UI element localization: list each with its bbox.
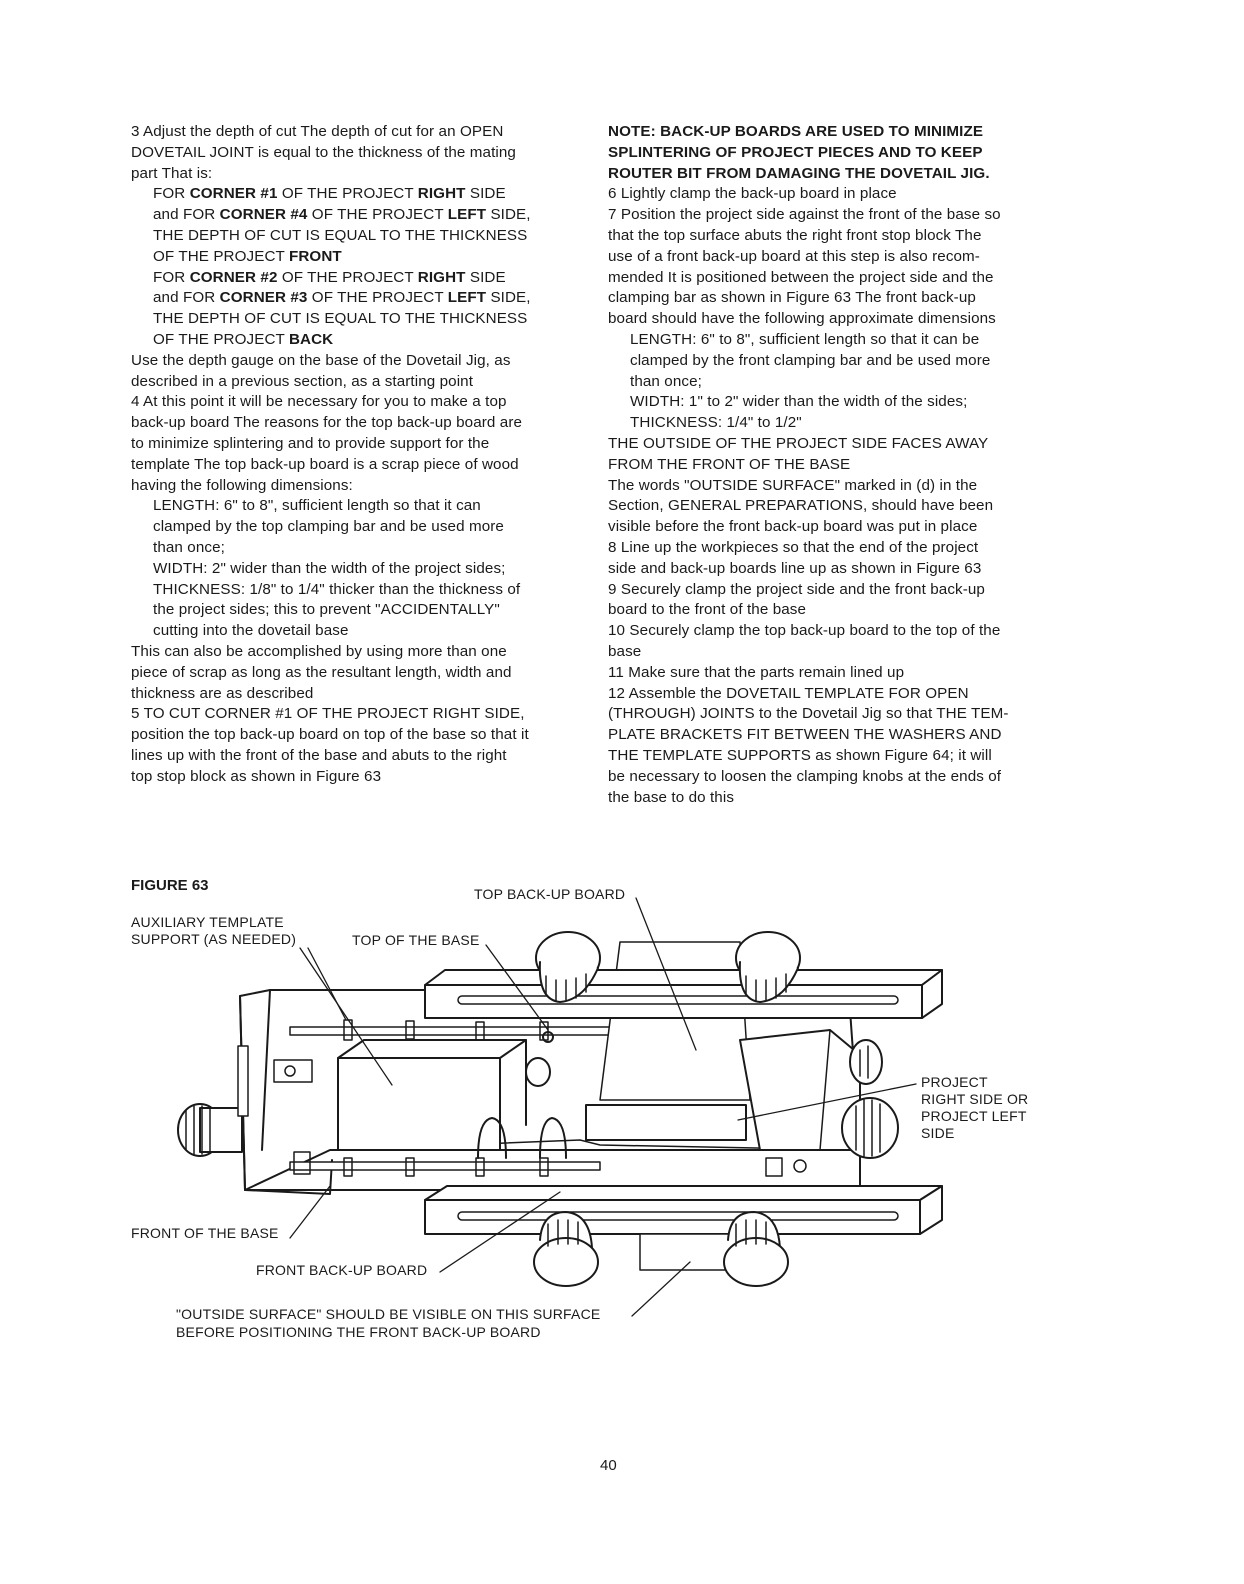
step-3-line: part That is: [131, 164, 213, 182]
step-4-line: template The top back-up board is a scrap piece of wood [131, 455, 519, 473]
step-4-line: back-up board The reasons for the top back-up board are [131, 414, 523, 432]
step-4-line: to minimize splintering and to provide support for the [131, 434, 490, 452]
length-line: LENGTH: 6" to 8", sufficient length so that it can [153, 497, 481, 515]
depth-front-line: THE DEPTH OF CUT IS EQUAL TO THE THICKNESS [153, 226, 528, 244]
step-8-line: side and back-up boards line up as shown in Figure 63 [608, 559, 982, 577]
step-12-line: be necessary to loosen the clamping knobs at the ends of [608, 767, 1002, 785]
note-line: SPLINTERING OF PROJECT PIECES AND TO KEEP [608, 143, 983, 161]
corner-1-line: FOR CORNER #1 OF THE PROJECT RIGHT SIDE [153, 185, 506, 203]
step-10-line: 10 Securely clamp the top back-up board to the top of the [608, 622, 1001, 640]
also-line: This can also be accomplished by using more than one [131, 642, 507, 660]
step-7-line: 7 Position the project side against the front of the base so [608, 206, 1001, 224]
label-top-of-base: TOP OF THE BASE [352, 932, 480, 948]
thickness-line: the project sides; this to prevent "ACCIDENTALLY" [153, 601, 500, 619]
corner-4-line: and FOR CORNER #4 OF THE PROJECT LEFT SIDE, [153, 206, 531, 224]
label-front-backup-board: FRONT BACK-UP BOARD [256, 1262, 428, 1278]
step-5-line: top stop block as shown in Figure 63 [131, 767, 382, 785]
step-6-line: 6 Lightly clamp the back-up board in place [608, 185, 897, 203]
left-end-knob [178, 1046, 248, 1156]
page-number: 40 [600, 1457, 617, 1474]
label-top-backup-board: TOP BACK-UP BOARD [474, 886, 626, 902]
also-line: piece of scrap as long as the resultant length, width and [131, 663, 512, 681]
step-3-line: DOVETAIL JOINT is equal to the thickness of the mating [131, 143, 516, 161]
length-line: than once; [153, 538, 225, 556]
stop-block [766, 1158, 782, 1176]
depth-back-line: OF THE PROJECT BACK [153, 330, 334, 348]
words-line: Section, GENERAL PREPARATIONS, should have been [608, 497, 994, 515]
label-project-side: SIDE [921, 1125, 955, 1141]
step-5-line: lines up with the front of the base and abuts to the right [131, 746, 507, 764]
front-clamping-bar-front [425, 1200, 920, 1234]
step-3-line: 3 Adjust the depth of cut The depth of cut for an OPEN [131, 123, 504, 140]
label-outside-surface: BEFORE POSITIONING THE FRONT BACK-UP BOARD [176, 1324, 541, 1340]
step-12-line: THE TEMPLATE SUPPORTS as shown Figure 64; it will [608, 746, 992, 764]
label-aux-support: SUPPORT (AS NEEDED) [131, 931, 297, 947]
corner-3-line: and FOR CORNER #3 OF THE PROJECT LEFT SIDE, [153, 289, 531, 307]
step-7-line: mended It is positioned between the project side and the [608, 268, 994, 286]
step-4-line: having the following dimensions: [131, 476, 353, 494]
length-line: clamped by the top clamping bar and be used more [153, 518, 504, 536]
top-clamping-bar [425, 970, 942, 985]
note-line: NOTE: BACK-UP BOARDS ARE USED TO MINIMIZE [608, 123, 984, 140]
step-9-line: board to the front of the base [608, 601, 807, 619]
depth-back-line: THE DEPTH OF CUT IS EQUAL TO THE THICKNESS [153, 310, 528, 328]
step-9-line: 9 Securely clamp the project side and the front back-up [608, 580, 985, 598]
thickness-line: THICKNESS: 1/8" to 1/4" thicker than the thickness of [153, 580, 521, 598]
label-outside-surface: "OUTSIDE SURFACE" SHOULD BE VISIBLE ON THIS SURFACE [176, 1306, 601, 1322]
label-project-side: RIGHT SIDE OR [921, 1091, 1029, 1107]
length-line: than once; [630, 372, 702, 390]
step-5-line: position the top back-up board on top of the base so that it [131, 726, 529, 744]
also-line: thickness are as described [131, 684, 314, 702]
project-side-board [600, 942, 750, 1100]
step-11-line: 11 Make sure that the parts remain lined up [608, 663, 905, 681]
width-line: WIDTH: 1" to 2" wider than the width of the sides; [630, 393, 968, 411]
outside-line: THE OUTSIDE OF THE PROJECT SIDE FACES AWAY [608, 434, 989, 452]
figure-title: FIGURE 63 [131, 877, 209, 894]
step-10-line: base [608, 642, 642, 660]
note-line: ROUTER BIT FROM DAMAGING THE DOVETAIL JIG. [608, 164, 990, 182]
depth-front-line: OF THE PROJECT FRONT [153, 247, 342, 265]
words-line: visible before the front back-up board was put in place [608, 518, 978, 536]
step-8-line: 8 Line up the workpieces so that the end of the project [608, 538, 979, 556]
label-project-side: PROJECT [921, 1074, 988, 1090]
step-7-line: clamping bar as shown in Figure 63 The front back-up [608, 289, 976, 307]
corner-2-line: FOR CORNER #2 OF THE PROJECT RIGHT SIDE [153, 268, 506, 286]
step-12-line: 12 Assemble the DOVETAIL TEMPLATE FOR OPEN [608, 684, 969, 702]
thickness-line: cutting into the dovetail base [153, 622, 349, 640]
template-rail [290, 1162, 600, 1170]
step-7-line: board should have the following approximate dimensions [608, 310, 996, 328]
thickness-line: THICKNESS: 1/4" to 1/2" [630, 414, 802, 432]
words-line: The words "OUTSIDE SURFACE" marked in (d) in the [608, 476, 978, 494]
step-7-line: use of a front back-up board at this step is also recom- [608, 247, 980, 265]
step-12-line: PLATE BRACKETS FIT BETWEEN THE WASHERS AND [608, 726, 1002, 744]
gauge-line: described in a previous section, as a starting point [131, 372, 474, 390]
step-5-line: 5 TO CUT CORNER #1 OF THE PROJECT RIGHT SIDE, [131, 705, 525, 723]
step-12-line: the base to do this [608, 788, 735, 806]
outside-line: FROM THE FRONT OF THE BASE [608, 455, 851, 473]
template-rail [290, 1027, 610, 1035]
front-clamping-bar [425, 1186, 942, 1200]
top-backup-board [338, 1058, 500, 1150]
length-line: clamped by the front clamping bar and be used more [630, 351, 991, 369]
gauge-line: Use the depth gauge on the base of the Dovetail Jig, as [131, 351, 511, 369]
label-front-of-base: FRONT OF THE BASE [131, 1225, 279, 1241]
stop-block-screw [794, 1160, 806, 1172]
label-aux-support: AUXILIARY TEMPLATE [131, 914, 284, 930]
length-line: LENGTH: 6" to 8", sufficient length so that it can be [630, 330, 980, 348]
width-line: WIDTH: 2" wider than the width of the project sides; [153, 559, 506, 577]
project-side-board [586, 1105, 746, 1140]
label-project-side: PROJECT LEFT [921, 1108, 1027, 1124]
step-4-line: 4 At this point it will be necessary for you to make a top [131, 393, 507, 411]
step-12-line: (THROUGH) JOINTS to the Dovetail Jig so that THE TEM- [608, 705, 1009, 723]
top-clamping-bar-front [425, 985, 922, 1018]
top-backup-board-top [338, 1040, 526, 1058]
step-7-line: that the top surface abuts the right front stop block The [608, 226, 982, 244]
